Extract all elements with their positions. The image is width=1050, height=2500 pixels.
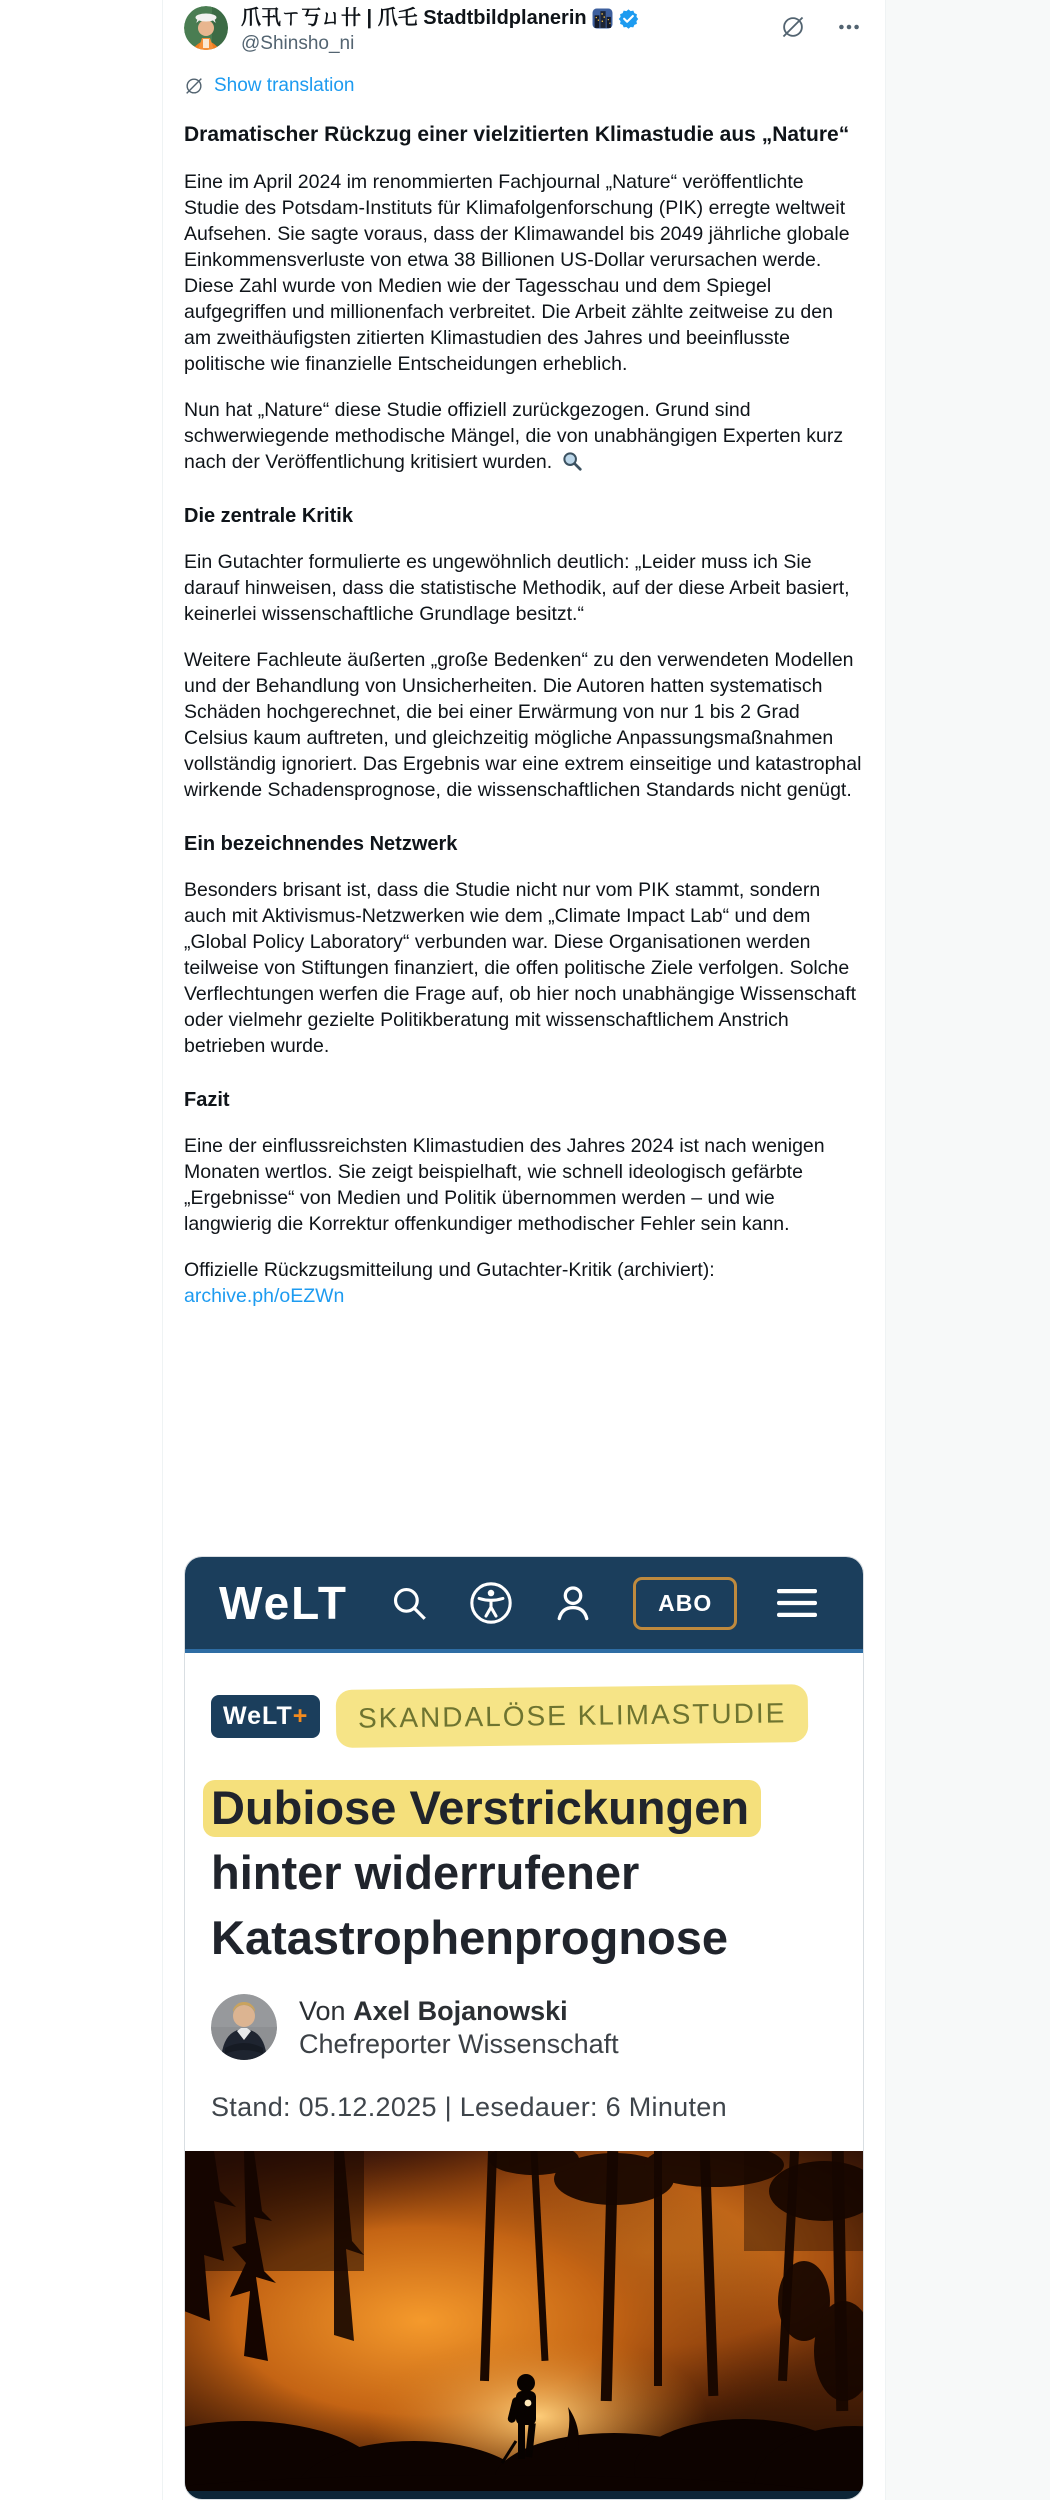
tweet-text: Ein Gutachter formulierte es ungewöhnlich deutlich: „Leider muss ich Sie darauf hinweisen, dass die statistische Methodik, auf der diese Arbeit basiert, keinerlei wissenschaftliche Grundlage besitzt.“ [184, 551, 850, 625]
author-handle[interactable]: @Shinsho_ni [241, 33, 355, 54]
tweet-text: Eine der einflussreichsten Klimastudien des Jahres 2024 ist nach wenigen Monaten wertlos. Sie zeigt beispielhaft, wie schnell ideologisch gefärbte „Ergebnisse“ von Medien und Politik übernommen werden – und wie langwierig die Korrektur offenkundiger methodischer Fehler sein kann. [184, 1135, 825, 1235]
welt-logo: WeLT [219, 1577, 348, 1629]
article-headline [211, 1775, 835, 1970]
verified-badge-icon [618, 8, 639, 29]
tweet-paragraph [184, 877, 864, 1059]
magnifier-emoji [561, 450, 583, 472]
tweet-section-heading [184, 1087, 864, 1113]
tweet-text: Ein bezeichnendes Netzwerk [184, 833, 458, 855]
tweet-paragraph [184, 1133, 864, 1237]
tweet-text: Weitere Fachleute äußerten „große Bedenken“ zu den verwendeten Modellen und der Behandlung von Unsicherheiten. Die Autoren hatten systematisch Schäden hochgerechnet, die bei einer Erwärmung von nur 1 bis 2 Grad Celsius kaum auftreten, und gleichzeitig mögliche Anpassungsmaßnahmen vollständig ignoriert. Das Ergebnis war eine extrem einseitige und katastrophal wirkende Schadensprognose, die wissenschaftlichen Standards nicht genügt. [184, 649, 862, 801]
article-meta-line: Stand: 05.12.2025 | Lesedauer: 6 Minuten [211, 2092, 727, 2122]
tweet-header [184, 6, 864, 55]
grok-actions-icon[interactable] [780, 14, 806, 40]
welt-plus-badge: WeLT+ [211, 1695, 320, 1738]
tweet-title: Dramatischer Rückzug einer vielzitierten Klimastudie aus „Nature“ [184, 123, 850, 146]
archive-link[interactable]: archive.ph/oEZWn [184, 1285, 345, 1307]
welt-article-content [185, 1653, 863, 2151]
tweet-text: Fazit [184, 1089, 230, 1111]
tweet-paragraph [184, 169, 864, 377]
tweet-text: Eine im April 2024 im renommierten Fachjournal „Nature“ veröffentlichte Studie des Potsdam-Instituts für Klimafolgenforschung (PIK) erregte weltweit Aufsehen. Sie sagte voraus, dass der Klimawandel bis 2049 jährliche globale Einkommensverluste von etwa 38 Billionen US-Dollar verursachen werde. Diese Zahl wurde von Medien wie der Tagesschau und dem Spiegel aufgegriffen und millionenfach verbreitet. Die Arbeit zählte zeitweise zu den am zweithäufigsten zitierten Klimastudien des Jahres und beeinflusste politische wie finanzielle Entscheidungen erheblich. [184, 171, 850, 375]
tweet-text: Besonders brisant ist, dass die Studie nicht nur vom PIK stammt, sondern auch mit Aktivismus-Netzwerken wie dem „Climate Impact Lab“ und dem „Global Policy Laboratory“ verbunden war. Diese Organisationen werden teilweise von Stiftungen finanziert, die offen politische Ziele verfolgen. Solche Verflechtungen werfen die Frage auf, ob hier noch unabhängige Wissenschaft oder vielmehr gezielte Politikberatung mit wissenschaftlichem Anstrich betrieben wurde. [184, 879, 857, 1057]
kicker-highlight [336, 1684, 809, 1748]
cityscape-emoji [592, 8, 613, 29]
tweet-section-heading [184, 831, 864, 857]
grok-translate-icon [184, 76, 204, 96]
page-background-right [886, 0, 1050, 2500]
tweet-paragraph [184, 647, 864, 803]
article-author-name: Axel Bojanowski [353, 1996, 568, 2026]
tweet-text: Die zentrale Kritik [184, 505, 353, 527]
tweet-paragraph [184, 549, 864, 627]
wildfire-hero-image [185, 2151, 863, 2491]
tweet-paragraph [184, 1257, 864, 1309]
tweet-text: Nun hat „Nature“ diese Studie offiziell zurückgezogen. Grund sind schwerwiegende methodische Mängel, die von unabhängigen Experten kurz nach der Veröffentlichung kritisiert wurden. [184, 399, 844, 473]
tweet-section-heading [184, 503, 864, 529]
article-author-role: Chefreporter Wissenschaft [299, 2029, 619, 2059]
author-avatar-image [184, 6, 228, 50]
hamburger-menu-icon[interactable] [775, 1586, 819, 1620]
show-translation-row[interactable] [184, 75, 864, 97]
bottom-dark-strip [185, 2491, 863, 2499]
tweet-paragraph [184, 397, 864, 475]
welt-nav-icons [388, 1577, 819, 1630]
tweet-body [184, 169, 864, 1309]
welt-navbar [185, 1557, 863, 1653]
search-icon[interactable] [388, 1582, 430, 1624]
byline-prefix: Von [299, 1996, 346, 2026]
article-author-row [211, 1994, 835, 2060]
embedded-article-card[interactable] [184, 1556, 864, 2500]
show-translation-label[interactable]: Show translation [214, 75, 355, 96]
headline-line3: Katastrophenprognose [211, 1911, 729, 1964]
kicker-row [211, 1687, 835, 1745]
author-avatar[interactable] [184, 6, 228, 50]
headline-line2: hinter widerrufener [211, 1846, 640, 1899]
user-account-icon[interactable] [551, 1581, 595, 1625]
abo-button[interactable]: ABO [633, 1577, 737, 1630]
more-menu-icon[interactable] [836, 14, 862, 40]
header-actions [780, 6, 862, 40]
headline-highlighted-part: Dubiose Verstrickungen [203, 1780, 761, 1837]
tweet-text: Offizielle Rückzugsmitteilung und Gutachter-Kritik (archiviert): [184, 1259, 715, 1281]
article-author-avatar [211, 1994, 277, 2060]
accessibility-icon[interactable] [468, 1580, 514, 1626]
byline-block [299, 1994, 619, 2060]
kicker-label: SKANDALÖSE KLIMASTUDIE [358, 1697, 787, 1734]
welt-plus-sign: + [292, 1701, 309, 1730]
author-name-block [241, 6, 639, 55]
author-display-name[interactable]: 爪卂ㄒ丂ㄩ卄 | 爪乇 Stadtbildplanerin [241, 7, 587, 29]
tweet-column [162, 0, 886, 2500]
